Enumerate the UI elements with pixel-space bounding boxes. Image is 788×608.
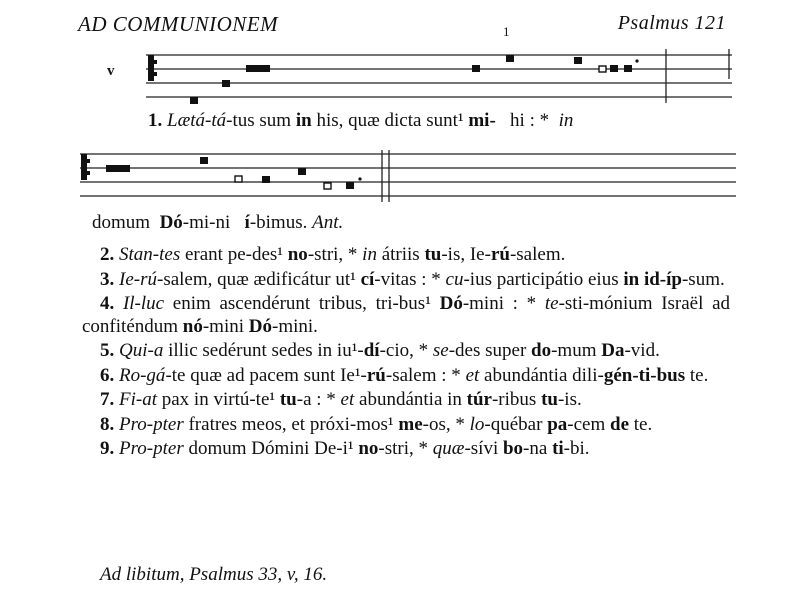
lyric-line-2: domum Dó-mi-ni í-bimus. Ant. [92,212,344,233]
neume [574,57,582,64]
staff-number: 1 [503,24,510,39]
verse: 3. Ie-rú-salem, quæ ædificátur ut¹ cí-vitas : * cu-ius participátio eius in id-íp-sum. [100,268,725,290]
verse-number: 1. [148,110,163,131]
title: AD COMMUNIONEM [78,12,279,36]
lyric-line-1: 1. Lætá-tá-tus sum in his, quæ dicta sunt¹ mi- hi : * in [148,110,574,131]
chant-staff-2 [78,148,738,206]
neume [599,66,606,72]
psalm-reference: Psalmus 121 [617,12,726,34]
c-clef [81,154,90,180]
neume [190,97,198,104]
neume [254,65,262,72]
verse: 5. Qui-a illic sedérunt sedes in iu¹-dí-cio, * se-des super do-mum Da-vid. [100,340,660,361]
chant-staff-1 [144,45,736,111]
neume [624,65,632,72]
verse: 6. Ro-gá-te quæ ad pacem sunt Ie¹-rú-salem : * et abundántia dili-gén-ti-bus te. [100,364,709,386]
verse: 2. Stan-tes erant pe-des¹ no-stri, * in átriis tu-is, Ie-rú-salem. [100,244,566,265]
neume [246,65,254,72]
neume [222,80,230,87]
verse: 8. Pro-pter fratres meos, et próxi-mos¹ me-os, * lo-québar pa-cem de te. [100,413,653,435]
neume [472,65,480,72]
verse: 7. Fi-at pax in virtú-te¹ tu-a : * et abundántia in túr-ribus tu-is. [100,389,582,410]
syllable: Lætá [167,110,206,131]
neume [506,55,514,62]
verse: 9. Pro-pter domum Dómini De-i¹ no-stri, * quæ-sívi bo-na ti-bi. [100,438,590,459]
psalm-verses [82,244,730,463]
verse: 4. Il-luc enim ascendérunt tribus, tri-bus¹ Dó-mini : * te-sti-mónium Israël ad confiténdum nó-mini Dó-mini. [82,293,731,337]
c-clef [148,55,157,81]
mode-label: v [107,63,115,79]
neume [262,65,270,72]
footer-note: Ad libitum, Psalmus 33, v, 16. [100,564,328,585]
